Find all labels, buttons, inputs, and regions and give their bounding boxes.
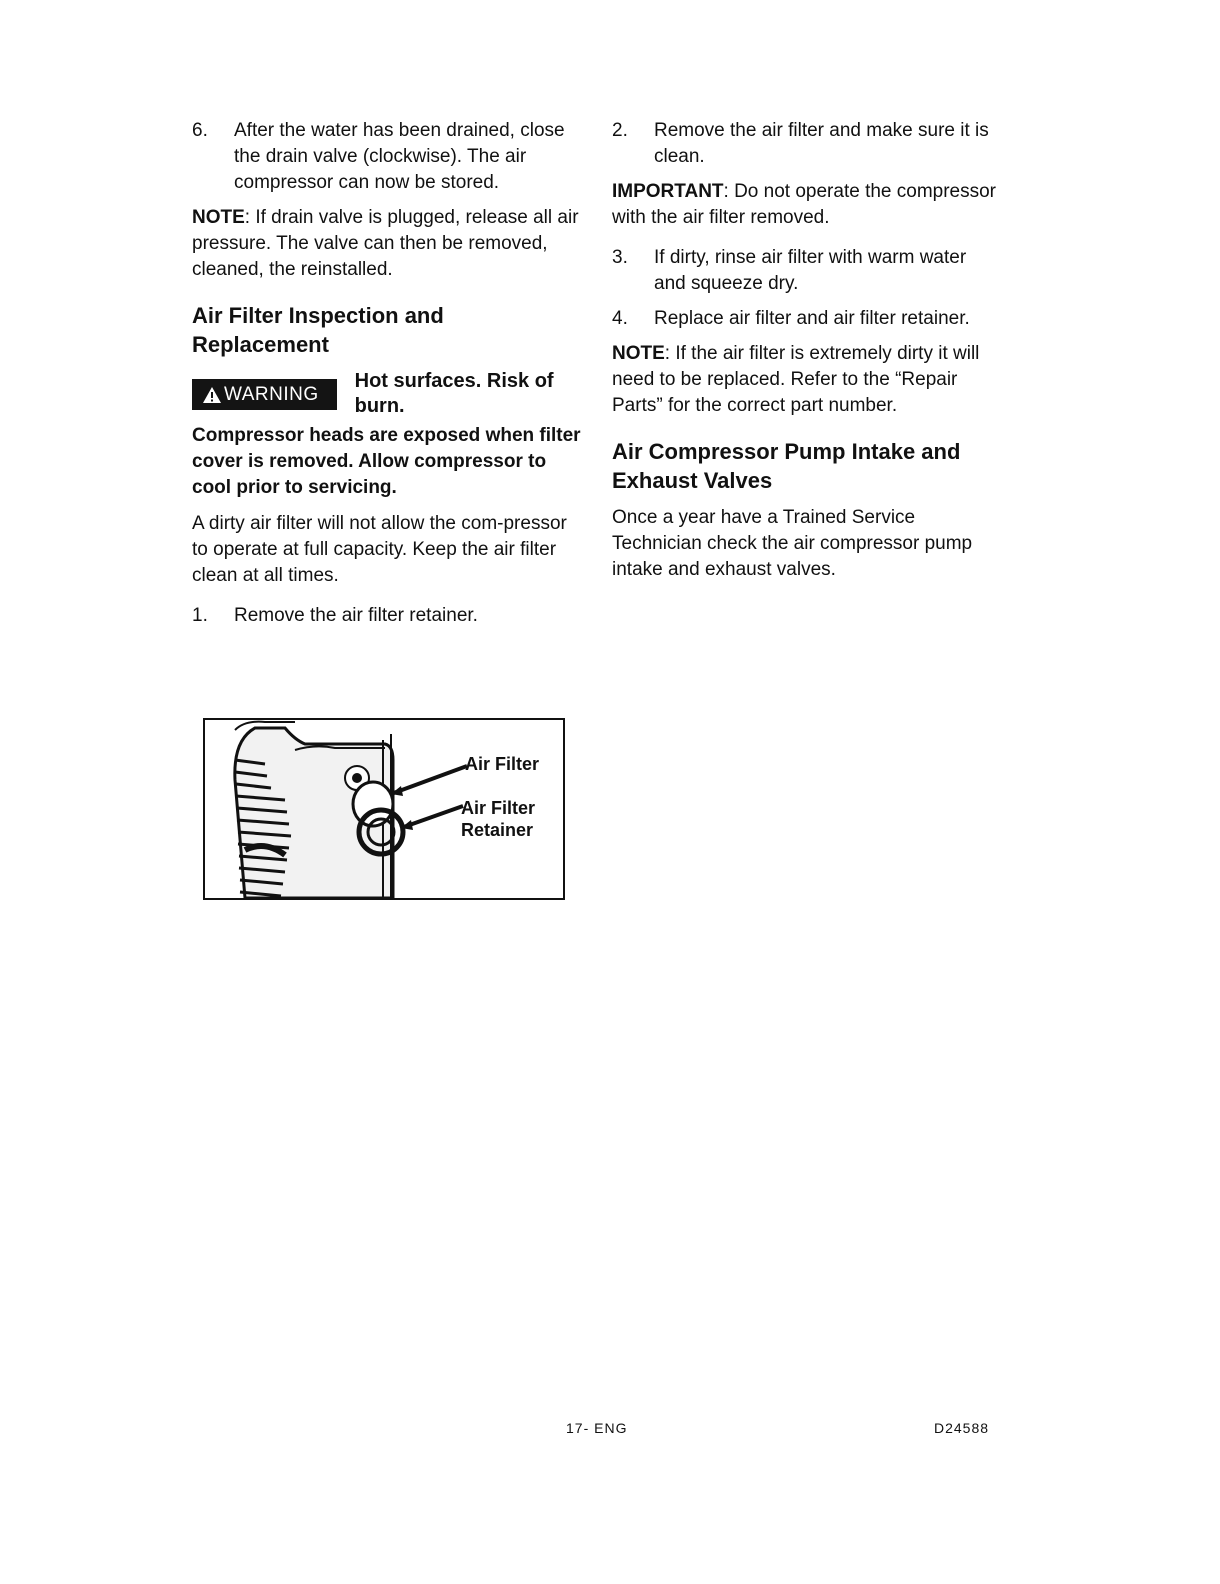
step-text: If dirty, rinse air filter with warm water and squeeze dry.: [654, 247, 967, 294]
step-1: [192, 603, 582, 629]
right-column: [612, 118, 1002, 583]
note-text: : If drain valve is plugged, release all air pressure. The valve can then be removed, cleaned, the reinstalled.: [192, 207, 579, 280]
important-note: [612, 179, 1002, 231]
step-number: 6.: [192, 120, 208, 141]
dirty-filter-paragraph: A dirty air filter will not allow the com-pressor to operate at full capacity. Keep the air filter clean at all times.: [192, 513, 567, 586]
warning-badge: [192, 379, 337, 410]
label-air-filter: Air Filter: [465, 754, 540, 774]
note-label: NOTE: [192, 207, 245, 228]
section-heading-pump-valves: Air Compressor Pump Intake and Exhaust Valves: [612, 439, 961, 493]
step-number: 2.: [612, 120, 628, 141]
pump-valves-paragraph: Once a year have a Trained Service Technician check the air compressor pump intake and exhaust valves.: [612, 507, 973, 580]
note-text: : If the air filter is extremely dirty it will need to be replaced. Refer to the “Repair Parts” for the correct part number.: [612, 343, 980, 416]
step-3: [612, 245, 1002, 297]
step-number: 1.: [192, 605, 208, 626]
step-text: Remove the air filter retainer.: [234, 605, 478, 626]
step-number: 4.: [612, 308, 628, 329]
step-text: Remove the air filter and make sure it is clean.: [654, 120, 989, 167]
document-id: D24588: [934, 1420, 990, 1436]
warning-triangle-icon: [202, 386, 222, 404]
note-label: NOTE: [612, 343, 665, 364]
label-air-filter-retainer-line1: Air Filter: [461, 798, 536, 818]
note-drain-valve: [192, 205, 582, 283]
step-4: [612, 306, 1002, 332]
step-text: After the water has been drained, close the drain valve (clockwise). The air compressor can now be stored.: [234, 120, 565, 193]
warning-body: Compressor heads are exposed when filter cover is removed. Allow compressor to cool prior to servicing.: [192, 425, 581, 498]
important-text: : Do not operate the compressor with the air filter removed.: [612, 181, 997, 228]
warning-badge-label: WARNING: [224, 384, 319, 405]
step-6: [192, 118, 582, 196]
important-label: IMPORTANT: [612, 181, 724, 202]
page-number: 17- ENG: [566, 1420, 628, 1436]
step-text: Replace air filter and air filter retainer.: [654, 308, 970, 329]
warning-block: [192, 369, 582, 419]
note-replace-filter: [612, 341, 1002, 419]
warning-hazard: Hot surfaces. Risk of burn.: [354, 370, 554, 417]
label-air-filter-retainer-line2: Retainer: [461, 820, 534, 840]
step-2: [612, 118, 1002, 170]
left-column: [192, 118, 582, 638]
air-filter-figure: [203, 718, 565, 900]
section-heading-air-filter: Air Filter Inspection and Replacement: [192, 303, 444, 357]
step-number: 3.: [612, 247, 628, 268]
